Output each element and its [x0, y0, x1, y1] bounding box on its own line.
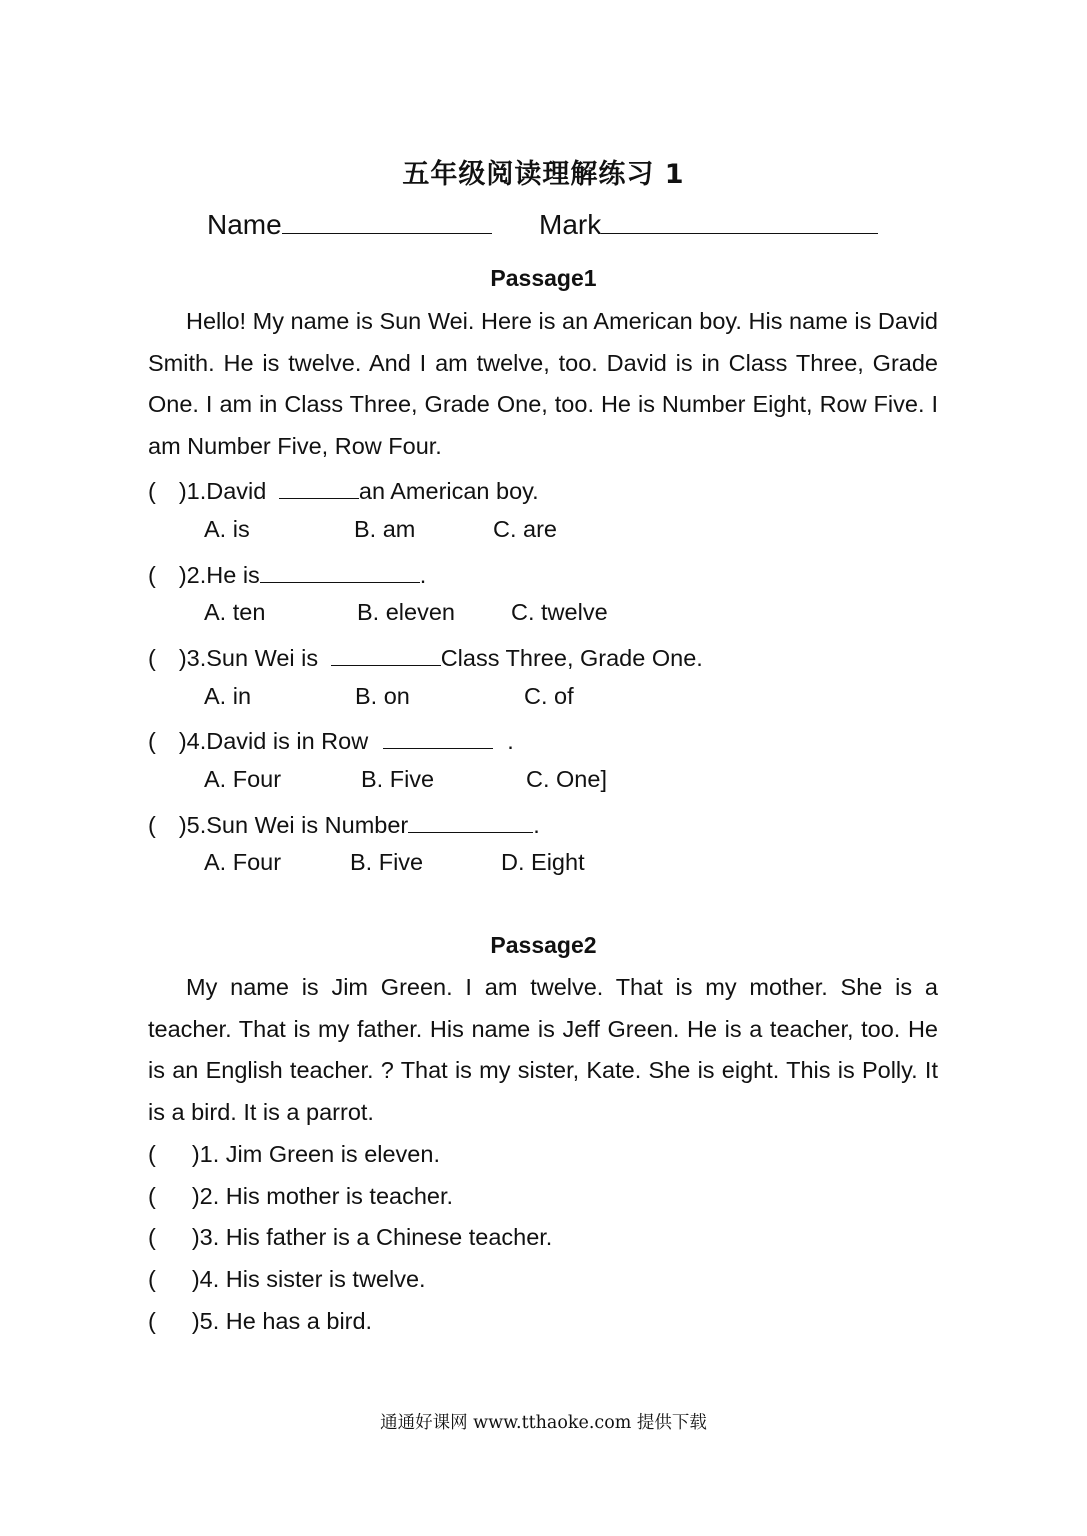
passage1-text: Hello! My name is Sun Wei. Here is an American boy. His name is David Smith. He is twelve. And I am twelve, too. David is in Class Three, Grade One. I am in Class Three, Grade One, too. He is Number Eight, Row Five. I am Number Five, Row Four. — [148, 308, 938, 459]
answer-blank[interactable] — [331, 641, 441, 666]
passage1-question-4: ( )4.David is in Row . — [148, 724, 514, 755]
q3-option-b[interactable]: B. on — [355, 683, 410, 709]
answer-paren-open[interactable]: ( — [148, 1308, 156, 1334]
answer-paren-open[interactable]: ( — [148, 1266, 156, 1292]
passage1-question-3: ( )3.Sun Wei is Class Three, Grade One. — [148, 641, 703, 672]
statement-text: 5. He has a bird. — [199, 1308, 373, 1334]
answer-paren-open[interactable]: ( — [148, 562, 156, 588]
passage1-question-5: ( )5.Sun Wei is Number . — [148, 808, 540, 839]
question-suffix: Class Three, Grade One. — [440, 645, 703, 671]
worksheet-title: 五年级阅读理解练习 1 — [402, 159, 685, 190]
answer-paren-open[interactable]: ( — [148, 812, 156, 838]
q5-option-c[interactable]: D. Eight — [501, 849, 585, 875]
question-prefix: 3.Sun Wei is — [186, 645, 325, 671]
statement-text: 3. His father is a Chinese teacher. — [199, 1224, 553, 1250]
question-suffix: . — [533, 812, 540, 838]
question-suffix: . — [419, 562, 427, 588]
statement-text: 1. Jim Green is eleven. — [199, 1141, 440, 1167]
answer-blank[interactable] — [279, 474, 359, 499]
q2-option-a[interactable]: A. ten — [204, 599, 266, 625]
passage2-heading: Passage2 — [490, 932, 597, 958]
q4-option-b[interactable]: B. Five — [361, 766, 435, 792]
passage2-statement-2: ( )2. His mother is teacher. — [148, 1183, 454, 1209]
answer-paren-open[interactable]: ( — [148, 1141, 156, 1167]
name-field[interactable] — [207, 203, 492, 241]
q1-option-c[interactable]: C. are — [493, 516, 557, 542]
q4-option-c[interactable]: C. One] — [526, 766, 607, 792]
passage1-question-2: ( )2.He is . — [148, 558, 426, 589]
page-footer: 通通好课网 www.tthaoke.com 提供下载 — [380, 1413, 707, 1433]
name-underline[interactable] — [282, 203, 492, 234]
question-suffix: . — [500, 728, 514, 754]
passage2-text: My name is Jim Green. I am twelve. That is my mother. She is a teacher. That is my father. His name is Jeff Green. He is a teacher, too. He is an English teacher. ? That is my sister, Kate. She is eight. This is Polly. It is a bird. It is a parrot. — [148, 974, 938, 1125]
answer-paren-open[interactable]: ( — [148, 478, 156, 504]
answer-paren-open[interactable]: ( — [148, 1183, 156, 1209]
passage2-statement-3: ( )3. His father is a Chinese teacher. — [148, 1224, 553, 1250]
question-prefix: 2.He is — [186, 562, 260, 588]
q3-option-c[interactable]: C. of — [524, 683, 574, 709]
passage2-statement-4: ( )4. His sister is twelve. — [148, 1266, 426, 1292]
answer-blank[interactable] — [383, 724, 493, 749]
mark-label: Mark — [539, 209, 602, 240]
q3-option-a[interactable]: A. in — [204, 683, 252, 709]
q1-option-a[interactable]: A. is — [204, 516, 250, 542]
question-prefix: 5.Sun Wei is Number — [186, 812, 409, 838]
q4-option-a[interactable]: A. Four — [204, 766, 282, 792]
name-label: Name — [207, 209, 282, 240]
q2-option-c[interactable]: C. twelve — [511, 599, 608, 625]
statement-text: 2. His mother is teacher. — [199, 1183, 454, 1209]
passage2-statement-5: ( )5. He has a bird. — [148, 1308, 373, 1334]
question-suffix: an American boy. — [358, 478, 539, 504]
question-prefix: 1.David — [186, 478, 273, 504]
passage1-question-1: ( )1.David an American boy. — [148, 474, 539, 505]
mark-field[interactable] — [539, 203, 878, 241]
passage2-statement-1: ( )1. Jim Green is eleven. — [148, 1141, 440, 1167]
answer-blank[interactable] — [408, 808, 533, 833]
answer-paren-open[interactable]: ( — [148, 645, 156, 671]
q1-option-b[interactable]: B. am — [354, 516, 416, 542]
answer-paren-open[interactable]: ( — [148, 728, 156, 754]
q5-option-b[interactable]: B. Five — [350, 849, 424, 875]
answer-paren-open[interactable]: ( — [148, 1224, 156, 1250]
mark-underline[interactable] — [601, 203, 878, 234]
statement-text: 4. His sister is twelve. — [199, 1266, 426, 1292]
q5-option-a[interactable]: A. Four — [204, 849, 282, 875]
q2-option-b[interactable]: B. eleven — [357, 599, 455, 625]
answer-blank[interactable] — [260, 558, 420, 583]
passage1-heading: Passage1 — [490, 265, 597, 291]
question-prefix: 4.David is in Row — [186, 728, 375, 754]
